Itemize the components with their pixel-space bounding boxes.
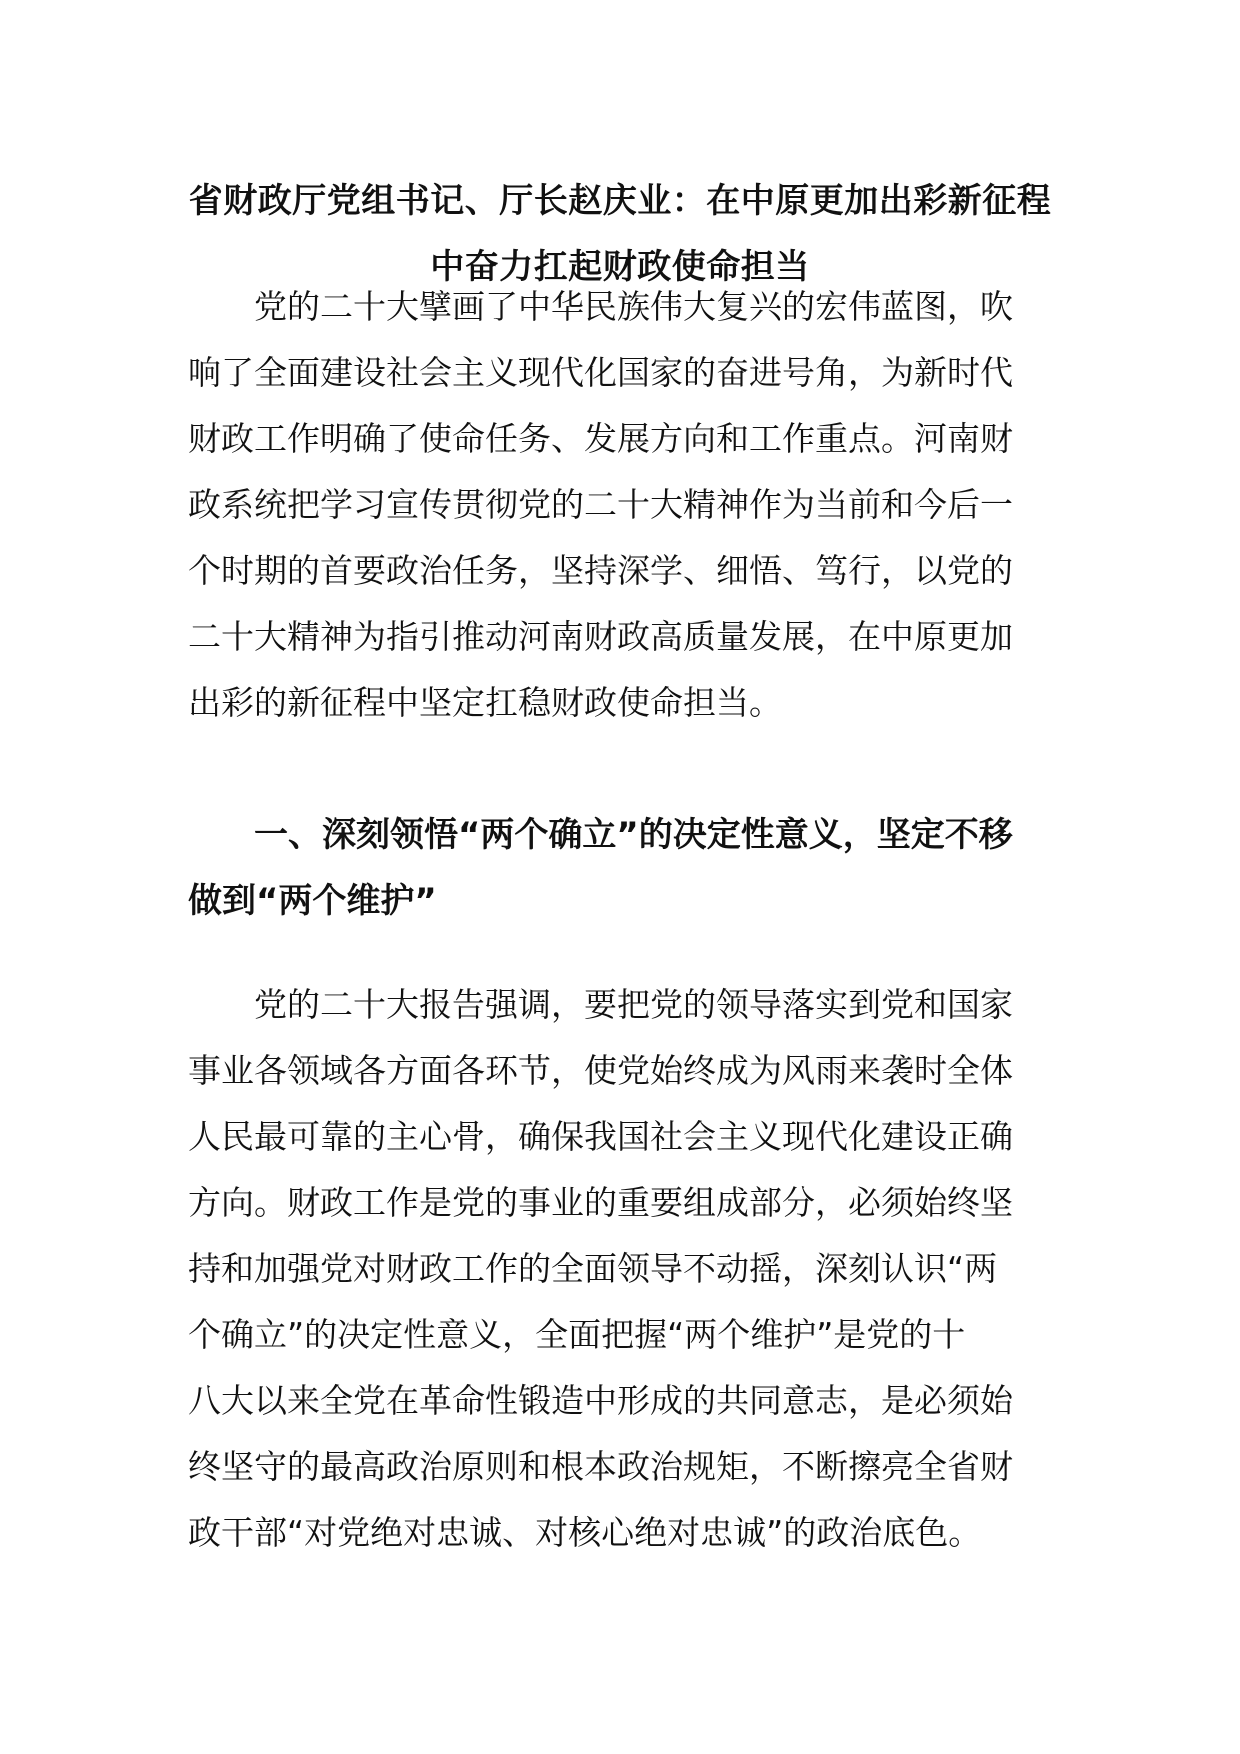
paragraph-line: 持和加强党对财政工作的全面领导不动摇，深刻认识“两 (188, 1249, 998, 1288)
paragraph-line: 八大以来全党在革命性锻造中形成的共同意志，是必须始 (188, 1381, 1013, 1420)
title-line: 省财政厅党组书记、厅长赵庆业：在中原更加出彩新征程 (188, 181, 1052, 221)
paragraph-line: 政系统把学习宣传贯彻党的二十大精神作为当前和今后一 (188, 485, 1013, 524)
heading-line: 做到“两个维护” (188, 881, 437, 921)
paragraph-line: 二十大精神为指引推动河南财政高质量发展，在中原更加 (188, 617, 1013, 656)
body-paragraph-2 (188, 972, 1052, 1566)
paragraph-line: 终坚守的最高政治原则和根本政治规矩，不断擦亮全省财 (188, 1447, 1013, 1486)
body-paragraph-1 (188, 274, 1052, 736)
section-heading-1 (188, 802, 1052, 934)
title-line: 中奋力扛起财政使命担当 (430, 247, 810, 287)
paragraph-line: 政干部“对党绝对忠诚、对核心绝对忠诚”的政治底色。 (188, 1513, 982, 1552)
paragraph-line: 个确立”的决定性意义，全面把握“两个维护”是党的十 (188, 1315, 966, 1354)
paragraph-line: 方向。财政工作是党的事业的重要组成部分，必须始终坚 (188, 1183, 1013, 1222)
paragraph-line: 事业各领域各方面各环节，使党始终成为风雨来袭时全体 (188, 1051, 1013, 1090)
heading-line: 一、深刻领悟“两个确立”的决定性意义，坚定不移 (254, 815, 1013, 855)
paragraph-line: 党的二十大报告强调，要把党的领导落实到党和国家 (254, 985, 1013, 1024)
paragraph-line: 党的二十大擘画了中华民族伟大复兴的宏伟蓝图，吹 (254, 287, 1013, 326)
paragraph-line: 个时期的首要政治任务，坚持深学、细悟、笃行，以党的 (188, 551, 1013, 590)
paragraph-line: 响了全面建设社会主义现代化国家的奋进号角，为新时代 (188, 353, 1013, 392)
paragraph-line: 人民最可靠的主心骨，确保我国社会主义现代化建设正确 (188, 1117, 1013, 1156)
paragraph-line: 出彩的新征程中坚定扛稳财政使命担当。 (188, 683, 782, 722)
paragraph-line: 财政工作明确了使命任务、发展方向和工作重点。河南财 (188, 419, 1013, 458)
